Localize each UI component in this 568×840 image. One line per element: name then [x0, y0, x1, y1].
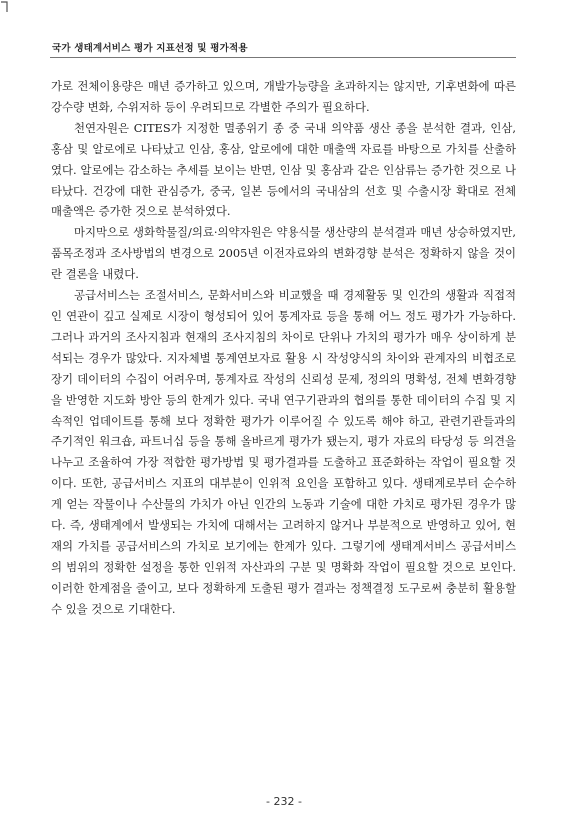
paragraph-water-usage: 가로 전체이용량은 매년 증가하고 있으며, 개발가능량을 초과하지는 않지만, 기후변화에 따른 강수량 변화, 수위저하 등이 우려되므로 각별한 주의가 필요하다.: [51, 79, 516, 114]
paragraph-provisioning-services: 공급서비스는 조절서비스, 문화서비스와 비교했을 때 경제활동 및 인간의 생활과 직접적인 연관이 깊고 실제로 시장이 형성되어 있어 통계자료 등을 통해 어느 정도 평가가 가능하다. 그러나 과거의 조사지침과 현재의 조사지침의 차이로 단위나 가치의 평가가 매우 상이하게 분석되는 경우가 많았다. 지자체별 통계연보자료 활용 시 작성양식의 차이와 관계자의 비협조로 장기 데이터의 수집이 어려우며, 통계자료 작성의 신뢰성 문제, 정의의 명확성, 전체 변화경향을 반영한 지도화 방안 등의 한계가 있다. 국내 연구기관과의 협의를 통한 데이터의 수집 및 지속적인 업데이트를 통해 보다 정확한 평가가 이루어질 수 있도록 해야 하고, 관련기관들과의 주기적인 워크숍, 파트너십 등을 통해 올바르게 평가가 됐는지, 평가 자료의 타당성 등 의견을 나누고 조율하여 가장 적합한 평가방법 및 평가결과를 도출하고 표준화하는 작업이 필요할 것이다. 또한, 공급서비스 지표의 대부분이 인위적 요인을 포함하고 있다. 생태계로부터 순수하게 얻는 작물이나 수산물의 가치가 아닌 인간의 노동과 기술에 대한 가치로 평가된 경우가 많다. 즉, 생태계에서 발생되는 가치에 대해서는 고려하지 않거나 부분적으로 반영하고 있어, 현재의 가치를 공급서비스의 가치로 보기에는 한계가 있다. 그렇기에 생태계서비스 공급서비스의 범위의 정확한 설정을 통한 인위적 자산과의 구분 및 명확화 작업이 필요할 것으로 보인다. 이러한 한계점을 줄이고, 보다 정확하게 도출된 평가 결과는 정책결정 도구로써 충분히 활용할 수 있을 것으로 기대한다.: [51, 288, 516, 616]
body-text: [51, 76, 516, 620]
running-header-title: 국가 생태계서비스 평가 지표선정 및 평가적용: [52, 43, 248, 54]
header-divider: [50, 57, 516, 58]
page-corner-mark: [0, 0, 10, 14]
paragraph-biochemical-resources: 마지막으로 생화학물질/의료·의약자원은 약용식물 생산량의 분석결과 매년 상승하였지만, 품목조정과 조사방법의 변경으로 2005년 이전자료와의 변화경향 분석은 정확하지 않을 것이란 결론을 내렸다.: [51, 225, 516, 282]
paragraph-natural-resources: 천연자원은 CITES가 지정한 멸종위기 종 중 국내 의약품 생산 종을 분석한 결과, 인삼, 홍삼 및 알로에로 나타났고 인삼, 홍삼, 알로에에 대한 매출액 자료를 바탕으로 가치를 산출하였다. 알로에는 감소하는 추세를 보이는 반면, 인삼 및 홍삼과 같은 인삼류는 증가한 것으로 나타났다. 건강에 대한 관심증가, 중국, 일본 등에서의 국내삼의 선호 및 수출시장 확대로 전체 매출액은 증가한 것으로 분석하였다.: [51, 120, 516, 219]
page-number: - 232 -: [266, 795, 302, 808]
